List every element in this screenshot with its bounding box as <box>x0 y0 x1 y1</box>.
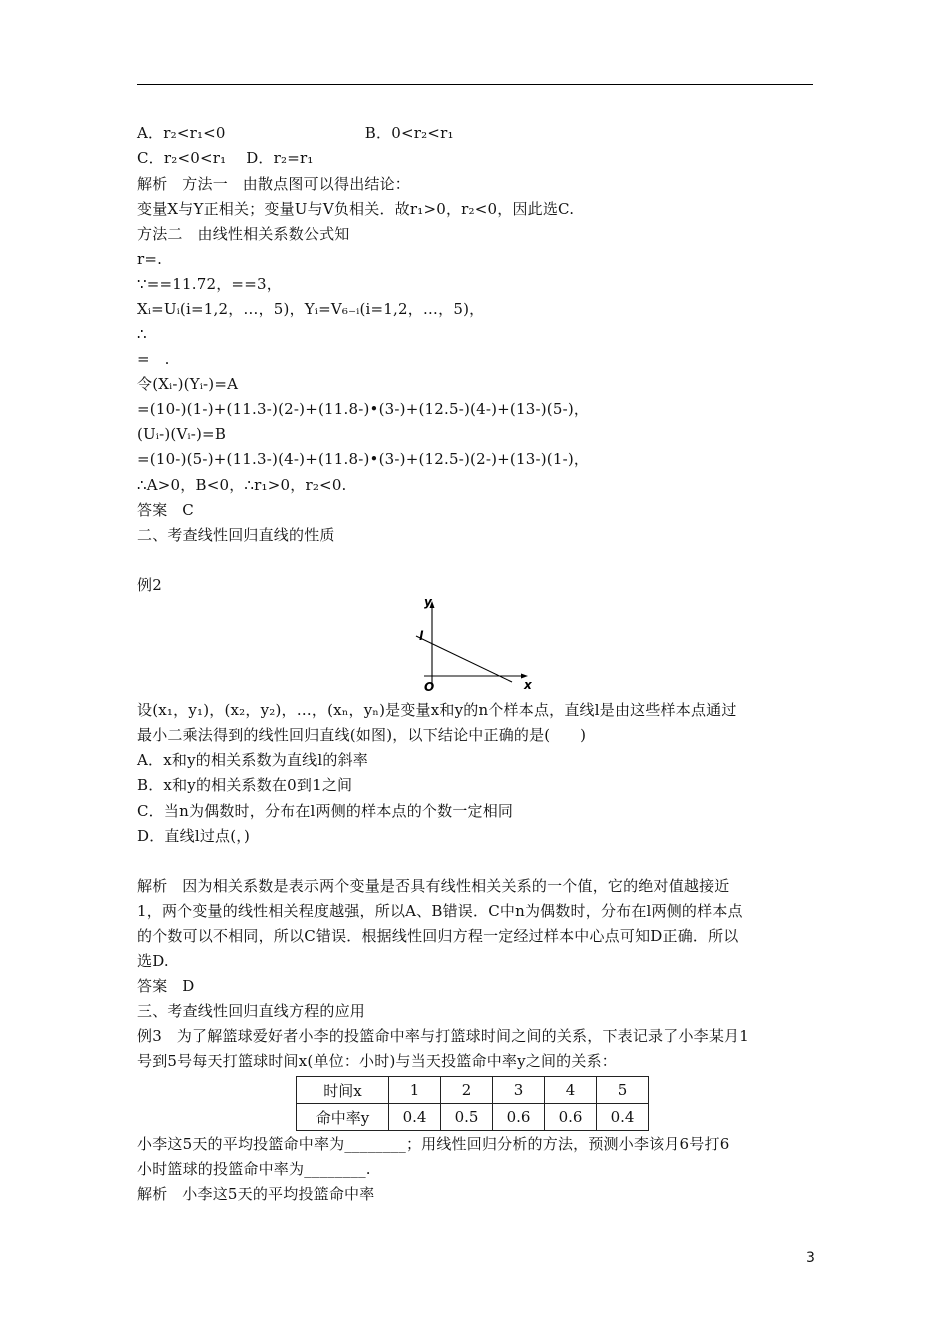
x-axis-label: x <box>524 678 532 692</box>
table-cell: 0.5 <box>441 1104 493 1131</box>
expand-b: =(10-)(5-)+(11.3-)(4-)+(11.8-)•(3-)+(12.5-)(2-)+(13-)(1-)， <box>137 450 590 468</box>
method-two: 方法二 由线性相关系数公式知 <box>137 225 350 243</box>
question-blank-2: 小时篮球的投篮命中率为________. <box>137 1160 371 1178</box>
origin-label: O <box>424 680 435 694</box>
means-line: ∵==11.72，==3， <box>137 275 282 293</box>
table-cell: 4 <box>545 1077 597 1104</box>
table-cell: 2 <box>441 1077 493 1104</box>
table-cell: 时间x <box>297 1077 389 1104</box>
regression-line-figure <box>410 598 538 696</box>
define-b: (Uᵢ-)(Vᵢ-)=B <box>137 425 227 443</box>
section-two-heading: 二、考查线性回归直线的性质 <box>137 526 335 544</box>
example-two-option-c: C．当n为偶数时，分布在l两侧的样本点的个数一定相同 <box>137 802 514 820</box>
analysis-two-3: 的个数可以不相同，所以C错误．根据线性回归方程一定经过样本中心点可知D正确．所以 <box>137 927 739 945</box>
analysis-conclusion: 变量X与Y正相关；变量U与V负相关．故r₁>0，r₂<0，因此选C. <box>137 200 575 218</box>
analysis-two-4: 选D. <box>137 952 169 970</box>
formula-r: r=. <box>137 250 163 268</box>
table-cell: 0.6 <box>493 1104 545 1131</box>
question-blank-1: 小李这5天的平均投篮命中率为________；用线性回归分析的方法，预测小李该月6号打6 <box>137 1135 730 1153</box>
table-row <box>297 1104 649 1131</box>
table-cell: 0.4 <box>389 1104 441 1131</box>
analysis-three: 解析 小李这5天的平均投篮命中率 <box>137 1185 375 1203</box>
table-cell: 3 <box>493 1077 545 1104</box>
example-two-stem-1: 设(x₁，y₁)，(x₂，y₂)，…，(xₙ，yₙ)是变量x和y的n个样本点，直线l是由这些样本点通过 <box>137 701 737 719</box>
expand-a: =(10-)(1-)+(11.3-)(2-)+(11.8-)•(3-)+(12.5-)(4-)+(13-)(5-)， <box>137 400 590 418</box>
table-cell: 5 <box>597 1077 649 1104</box>
example-two-stem-2: 最小二乘法得到的线性回归直线(如图)，以下结论中正确的是( ) <box>137 726 587 744</box>
table-cell: 命中率y <box>297 1104 389 1131</box>
option-cd: C．r₂<0<r₁ D．r₂=r₁ <box>137 149 314 167</box>
example-two-option-a: A．x和y的相关系数为直线l的斜率 <box>137 751 368 769</box>
line-label: l <box>419 629 424 643</box>
table-cell: 1 <box>389 1077 441 1104</box>
define-a: 令(Xᵢ-)(Yᵢ-)=A <box>137 375 239 393</box>
analysis-two-2: 1，两个变量的线性相关程度越强，所以A、B错误．C中n为偶数时，分布在l两侧的样本点 <box>137 902 743 920</box>
data-table <box>296 1076 649 1131</box>
analysis-two-1: 解析 因为相关系数是表示两个变量是否具有线性相关关系的一个值，它的绝对值越接近 <box>137 877 730 895</box>
sign-conclusion: ∴A>0，B<0，∴r₁>0，r₂<0. <box>137 476 347 494</box>
answer-d: 答案 D <box>137 977 195 995</box>
table-cell: 0.4 <box>597 1104 649 1131</box>
therefore-line: ∴ <box>137 325 147 343</box>
option-ab: A．r₂<r₁<0 B．0<r₂<r₁ <box>137 124 454 142</box>
example-three-stem-2: 号到5号每天打篮球时间x(单位：小时)与当天投篮命中率y之间的关系： <box>137 1052 617 1070</box>
analysis-method-one: 解析 方法一 由散点图可以得出结论： <box>137 175 411 193</box>
table-row <box>297 1077 649 1104</box>
example-three-stem-1: 例3 为了解篮球爱好者小李的投篮命中率与打篮球时间之间的关系，下表记录了小李某月1 <box>137 1027 749 1045</box>
equal-line: = . <box>137 350 170 368</box>
example-two-option-d: D．直线l过点(，) <box>137 827 251 845</box>
example-two-label: 例2 <box>137 576 162 594</box>
section-three-heading: 三、考查线性回归直线方程的应用 <box>137 1002 366 1020</box>
answer-c: 答案 C <box>137 501 194 519</box>
xi-ui-line: Xᵢ=Uᵢ(i=1,2，…，5)，Yᵢ=V₆₋ᵢ(i=1,2，…，5)， <box>137 300 485 318</box>
table-cell: 0.6 <box>545 1104 597 1131</box>
y-axis-label: y <box>424 598 432 609</box>
example-two-option-b: B．x和y的相关系数在0到1之间 <box>137 776 353 794</box>
header-rule <box>137 84 813 85</box>
page-number: 3 <box>806 1250 815 1266</box>
regression-line <box>416 636 512 682</box>
